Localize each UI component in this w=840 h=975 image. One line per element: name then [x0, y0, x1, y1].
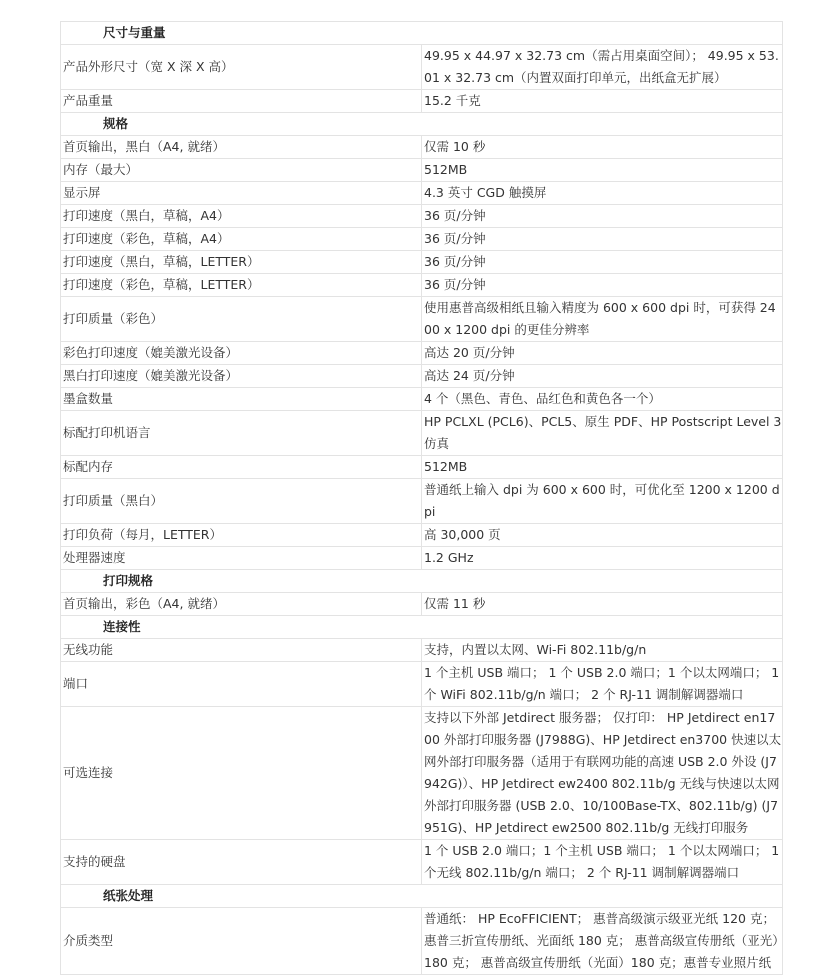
- spec-value: 普通纸： HP EcoFFICIENT； 惠普高级演示级亚光纸 120 克； 惠普三折宣传册纸、光面纸 180 克； 惠普高级宣传册纸（亚光）180 克； 惠普高级宣传册纸（光面）180 克；惠普专业照片纸: [422, 908, 783, 975]
- spec-label: 无线功能: [61, 639, 422, 662]
- spec-value: 36 页/分钟: [422, 228, 783, 251]
- spec-label: 产品外形尺寸（宽 X 深 X 高）: [61, 45, 422, 90]
- spec-label: 显示屏: [61, 182, 422, 205]
- spec-label: 打印质量（彩色）: [61, 297, 422, 342]
- spec-value: 支持以下外部 Jetdirect 服务器； 仅打印： HP Jetdirect en1700 外部打印服务器 (J7988G)、HP Jetdirect en3700 快速以太网外部打印服务器（适用于有联网功能的高速 USB 2.0 外设 (J7942G)）、HP Jetdirect ew2400 802.11b/g 无线与快速以太网外部打印服务器 (USB 2.0、10/100Base-TX、802.11b/g) (J7951G)、HP Jetdirect ew2500 802.11b/g 无线打印服务: [422, 707, 783, 840]
- spec-row: [61, 297, 783, 342]
- spec-value: 1 个主机 USB 端口； 1 个 USB 2.0 端口；1 个以太网端口； 1 个 WiFi 802.11b/g/n 端口； 2 个 RJ-11 调制解调器端口: [422, 662, 783, 707]
- spec-value: 支持，内置以太网、Wi-Fi 802.11b/g/n: [422, 639, 783, 662]
- spec-row: [61, 479, 783, 524]
- spec-label: 打印质量（黑白）: [61, 479, 422, 524]
- spec-table: [60, 21, 783, 975]
- spec-row: [61, 639, 783, 662]
- section-title: 尺寸与重量: [61, 22, 783, 45]
- spec-row: [61, 547, 783, 570]
- section-title: 打印规格: [61, 570, 783, 593]
- spec-value: 高 30,000 页: [422, 524, 783, 547]
- spec-row: [61, 840, 783, 885]
- spec-value: 512MB: [422, 159, 783, 182]
- spec-value: 15.2 千克: [422, 90, 783, 113]
- spec-value: HP PCLXL (PCL6)、PCL5、原生 PDF、HP Postscript Level 3 仿真: [422, 411, 783, 456]
- spec-label: 首页输出，彩色（A4, 就绪）: [61, 593, 422, 616]
- spec-value: 4.3 英寸 CGD 触摸屏: [422, 182, 783, 205]
- spec-label: 内存（最大）: [61, 159, 422, 182]
- spec-label: 标配内存: [61, 456, 422, 479]
- section-title: 连接性: [61, 616, 783, 639]
- spec-label: 打印速度（黑白，草稿，A4）: [61, 205, 422, 228]
- spec-row: [61, 908, 783, 975]
- spec-label: 打印速度（彩色，草稿，LETTER）: [61, 274, 422, 297]
- spec-label: 支持的硬盘: [61, 840, 422, 885]
- spec-row: [61, 45, 783, 90]
- spec-row: [61, 228, 783, 251]
- spec-row: [61, 159, 783, 182]
- spec-row: [61, 707, 783, 840]
- spec-value: 1 个 USB 2.0 端口；1 个主机 USB 端口； 1 个以太网端口； 1 个无线 802.11b/g/n 端口； 2 个 RJ-11 调制解调器端口: [422, 840, 783, 885]
- spec-label: 处理器速度: [61, 547, 422, 570]
- spec-value: 36 页/分钟: [422, 274, 783, 297]
- spec-value: 普通纸上输入 dpi 为 600 x 600 时，可优化至 1200 x 1200 dpi: [422, 479, 783, 524]
- spec-row: [61, 136, 783, 159]
- spec-row: [61, 251, 783, 274]
- spec-value: 使用惠普高级相纸且输入精度为 600 x 600 dpi 时，可获得 2400 x 1200 dpi 的更佳分辨率: [422, 297, 783, 342]
- section-header-row: [61, 22, 783, 45]
- spec-value: 512MB: [422, 456, 783, 479]
- spec-row: [61, 90, 783, 113]
- spec-label: 打印速度（黑白，草稿，LETTER）: [61, 251, 422, 274]
- spec-row: [61, 205, 783, 228]
- spec-label: 彩色打印速度（媲美激光设备）: [61, 342, 422, 365]
- spec-row: [61, 182, 783, 205]
- spec-label: 端口: [61, 662, 422, 707]
- spec-value: 仅需 10 秒: [422, 136, 783, 159]
- spec-value: 高达 24 页/分钟: [422, 365, 783, 388]
- spec-label: 墨盒数量: [61, 388, 422, 411]
- spec-row: [61, 662, 783, 707]
- section-header-row: [61, 885, 783, 908]
- spec-label: 打印负荷（每月，LETTER）: [61, 524, 422, 547]
- spec-label: 首页输出，黑白（A4, 就绪）: [61, 136, 422, 159]
- section-title: 纸张处理: [61, 885, 783, 908]
- spec-label: 打印速度（彩色，草稿，A4）: [61, 228, 422, 251]
- spec-row: [61, 593, 783, 616]
- spec-row: [61, 524, 783, 547]
- section-header-row: [61, 616, 783, 639]
- spec-value: 1.2 GHz: [422, 547, 783, 570]
- spec-value: 36 页/分钟: [422, 251, 783, 274]
- spec-value: 4 个（黑色、青色、品红色和黄色各一个）: [422, 388, 783, 411]
- section-header-row: [61, 570, 783, 593]
- spec-label: 产品重量: [61, 90, 422, 113]
- spec-row: [61, 456, 783, 479]
- spec-row: [61, 274, 783, 297]
- spec-row: [61, 342, 783, 365]
- spec-value: 49.95 x 44.97 x 32.73 cm（需占用桌面空间）； 49.95 x 53.01 x 32.73 cm（内置双面打印单元，出纸盒无扩展）: [422, 45, 783, 90]
- spec-label: 标配打印机语言: [61, 411, 422, 456]
- spec-value: 仅需 11 秒: [422, 593, 783, 616]
- spec-value: 高达 20 页/分钟: [422, 342, 783, 365]
- spec-label: 可选连接: [61, 707, 422, 840]
- section-header-row: [61, 113, 783, 136]
- section-title: 规格: [61, 113, 783, 136]
- spec-row: [61, 365, 783, 388]
- spec-label: 介质类型: [61, 908, 422, 975]
- spec-row: [61, 388, 783, 411]
- spec-label: 黑白打印速度（媲美激光设备）: [61, 365, 422, 388]
- spec-row: [61, 411, 783, 456]
- spec-value: 36 页/分钟: [422, 205, 783, 228]
